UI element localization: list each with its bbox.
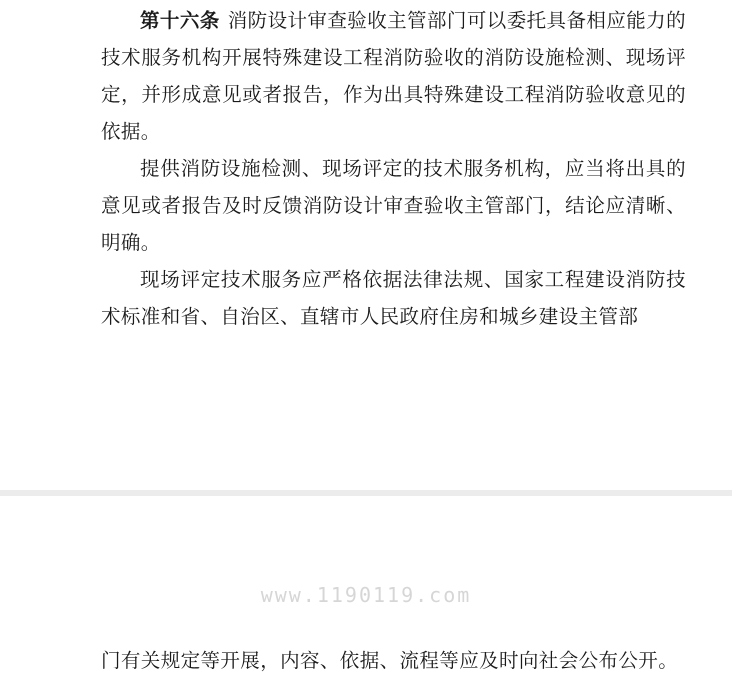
paragraph-standards: 现场评定技术服务应严格依据法律法规、国家工程建设消防技术标准和省、自治区、直辖市人民政府住房和城乡建设主管部 (101, 268, 686, 328)
article-16-paragraph (101, 2, 686, 150)
article-16-text: 消防设计审查验收主管部门可以委托具备相应能力的技术服务机构开展特殊建设工程消防验收的消防设施检测、现场评定，并形成意见或者报告，作为出具特殊建设工程消防验收意见的依据。 (101, 9, 687, 143)
watermark: www.1190119.com (260, 583, 472, 607)
paragraph-standards-continued: 门有关规定等开展，内容、依据、流程等应及时向社会公布公开。 (101, 649, 679, 672)
article-number: 第十六条 (140, 9, 220, 32)
paragraph-feedback: 提供消防设施检测、现场评定的技术服务机构，应当将出具的意见或者报告及时反馈消防设计审查验收主管部门，结论应清晰、明确。 (101, 157, 686, 254)
